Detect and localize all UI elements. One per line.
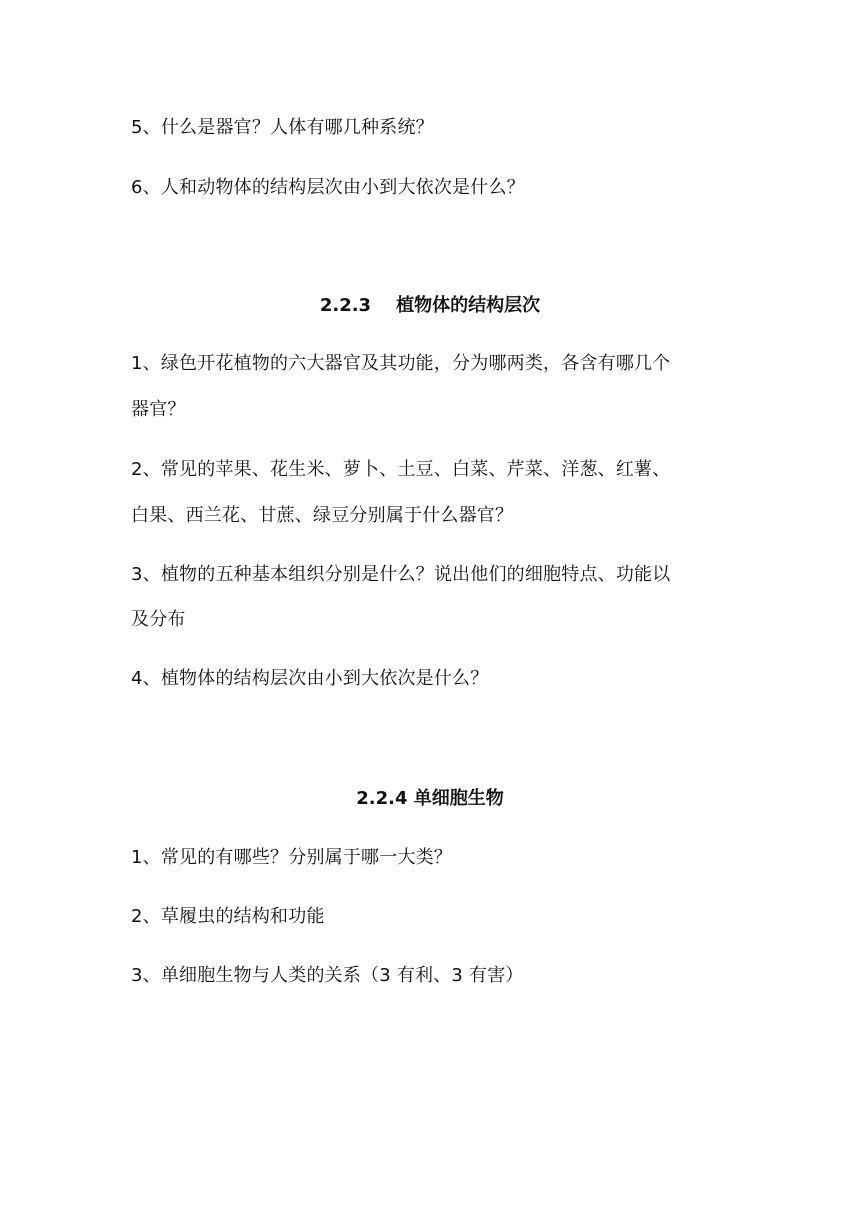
question-1: 1、常见的有哪些？分别属于哪一大类？ xyxy=(131,847,453,868)
question-4: 4、植物体的结构层次由小到大依次是什么？ xyxy=(131,668,489,689)
question-1-line-1: 1、绿色开花植物的六大器官及其功能，分为哪两类，各含有哪几个 xyxy=(131,353,671,374)
question-3-line-2: 及分布 xyxy=(131,609,186,630)
question-5: 5、什么是器官？人体有哪几种系统？ xyxy=(131,117,434,138)
question-2: 2、草履虫的结构和功能 xyxy=(131,906,325,927)
question-2-line-2: 白果、西兰花、甘蔗、绿豆分别属于什么器官？ xyxy=(131,505,514,526)
section-heading-2-2-3: 2.2.3 植物体的结构层次 xyxy=(319,295,541,316)
question-3-line-1: 3、植物的五种基本组织分别是什么？说出他们的细胞特点、功能以 xyxy=(131,564,671,585)
section-heading-2-2-4: 2.2.4 单细胞生物 xyxy=(356,788,504,809)
question-2-line-1: 2、常见的苹果、花生米、萝卜、土豆、白菜、芹菜、洋葱、红薯、 xyxy=(131,459,671,480)
question-3: 3、单细胞生物与人类的关系（3 有利、3 有害） xyxy=(131,965,524,986)
question-1-line-2: 器官？ xyxy=(131,399,186,420)
question-6: 6、人和动物体的结构层次由小到大依次是什么？ xyxy=(131,177,525,198)
